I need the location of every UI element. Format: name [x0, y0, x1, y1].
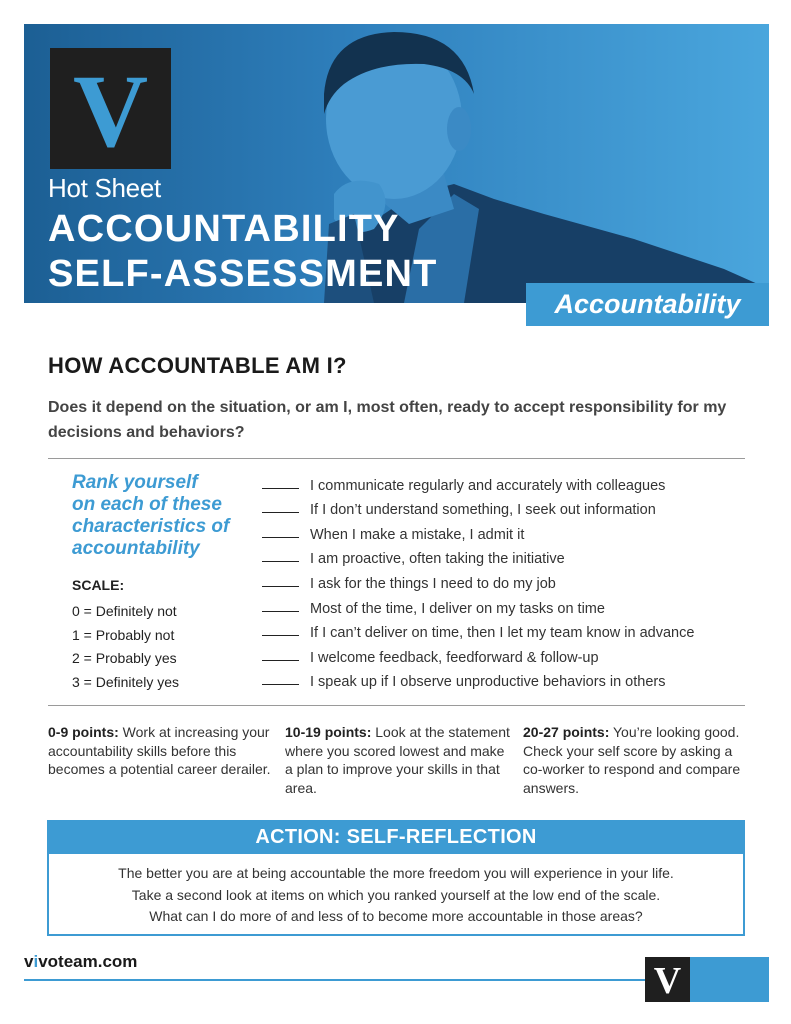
- list-item: [262, 543, 742, 568]
- hot-sheet-label: Hot Sheet: [48, 173, 161, 203]
- scale-legend: [72, 577, 179, 694]
- rank-heading-line: Rank yourself: [72, 472, 198, 493]
- site-suffix: voteam.com: [38, 952, 138, 971]
- title-line-2: SELF-ASSESSMENT: [48, 253, 438, 295]
- points-range-mid: [285, 723, 510, 797]
- points-label: 0-9 points:: [48, 724, 119, 740]
- scale-label: SCALE:: [72, 577, 125, 593]
- item-text: I speak up if I observe unproductive behaviors in others: [310, 674, 666, 691]
- page-title: [48, 207, 438, 297]
- item-text: When I make a mistake, I admit it: [310, 526, 525, 543]
- rank-heading: [72, 472, 262, 560]
- score-blank[interactable]: [262, 611, 299, 612]
- points-text: You’re looking good. Check your self score by asking a co-worker to respond and compare answers.: [523, 724, 741, 796]
- score-blank[interactable]: [262, 660, 299, 661]
- score-blank[interactable]: [262, 512, 299, 513]
- score-blank[interactable]: [262, 635, 299, 636]
- divider-bottom: [48, 705, 745, 706]
- item-text: If I don’t understand something, I seek out information: [310, 502, 656, 519]
- website-link[interactable]: [24, 952, 137, 972]
- action-line: What can I do more of and less of to become more accountable in those areas?: [149, 908, 643, 924]
- scale-item: 0 = Definitely not: [72, 603, 177, 619]
- score-blank[interactable]: [262, 488, 299, 489]
- list-item: [262, 518, 742, 543]
- item-text: Most of the time, I deliver on my tasks on time: [310, 600, 605, 617]
- scale-item: 3 = Definitely yes: [72, 673, 179, 690]
- item-text: I welcome feedback, feedforward & follow-up: [310, 649, 599, 666]
- category-tag: Accountability: [526, 283, 769, 326]
- rank-heading-line: accountability: [72, 538, 200, 559]
- points-label: 10-19 points:: [285, 724, 372, 740]
- scale-item: 2 = Probably yes: [72, 650, 177, 666]
- action-line: The better you are at being accountable the more freedom you will experience in your life.: [118, 865, 674, 881]
- title-line-1: ACCOUNTABILITY: [48, 208, 400, 250]
- points-range-high: [523, 723, 748, 797]
- characteristics-list: [262, 469, 742, 690]
- hero-banner: [24, 24, 769, 303]
- intro-question: Does it depend on the situation, or am I, most often, ready to accept responsibility for my decisions and behaviors?: [48, 399, 727, 441]
- footer-logo-letter: V: [653, 960, 682, 1002]
- list-item: [262, 592, 742, 617]
- score-blank[interactable]: [262, 537, 299, 538]
- scale-item: 1 = Probably not: [72, 626, 175, 643]
- list-item: [262, 567, 742, 592]
- list-item: [262, 617, 742, 642]
- section-heading: HOW ACCOUNTABLE AM I?: [48, 353, 347, 378]
- points-text: Work at increasing your accountability skills before this becomes a potential career derailer.: [48, 724, 271, 777]
- action-title: ACTION: SELF-REFLECTION: [47, 820, 745, 854]
- footer-line: [24, 979, 648, 981]
- list-item: [262, 641, 742, 666]
- score-blank[interactable]: [262, 684, 299, 685]
- rank-heading-line: characteristics of: [72, 516, 230, 537]
- action-body: [47, 854, 745, 936]
- score-blank[interactable]: [262, 586, 299, 587]
- item-text: If I can’t deliver on time, then I let my team know in advance: [310, 625, 695, 642]
- divider-top: [48, 458, 745, 459]
- list-item: [262, 469, 742, 494]
- site-highlight: i: [33, 952, 39, 971]
- item-text: I communicate regularly and accurately with colleagues: [310, 477, 666, 494]
- item-text: I am proactive, often taking the initiative: [310, 551, 565, 568]
- footer-accent-block: [690, 957, 769, 1002]
- site-prefix: v: [24, 952, 34, 971]
- score-blank[interactable]: [262, 561, 299, 562]
- rank-heading-line: on each of these: [72, 494, 222, 515]
- points-range-low: [48, 723, 273, 779]
- points-text: Look at the statement where you scored lowest and make a plan to improve your skills in that area.: [285, 724, 510, 796]
- action-line: Take a second look at items on which you ranked yourself at the low end of the scale.: [131, 886, 661, 903]
- logo-letter: V: [72, 53, 149, 169]
- item-text: I ask for the things I need to do my job: [310, 575, 556, 592]
- list-item: [262, 666, 742, 691]
- list-item: [262, 494, 742, 519]
- footer-logo: [645, 957, 690, 1002]
- points-label: 20-27 points:: [523, 724, 610, 740]
- vivo-logo: [50, 48, 171, 169]
